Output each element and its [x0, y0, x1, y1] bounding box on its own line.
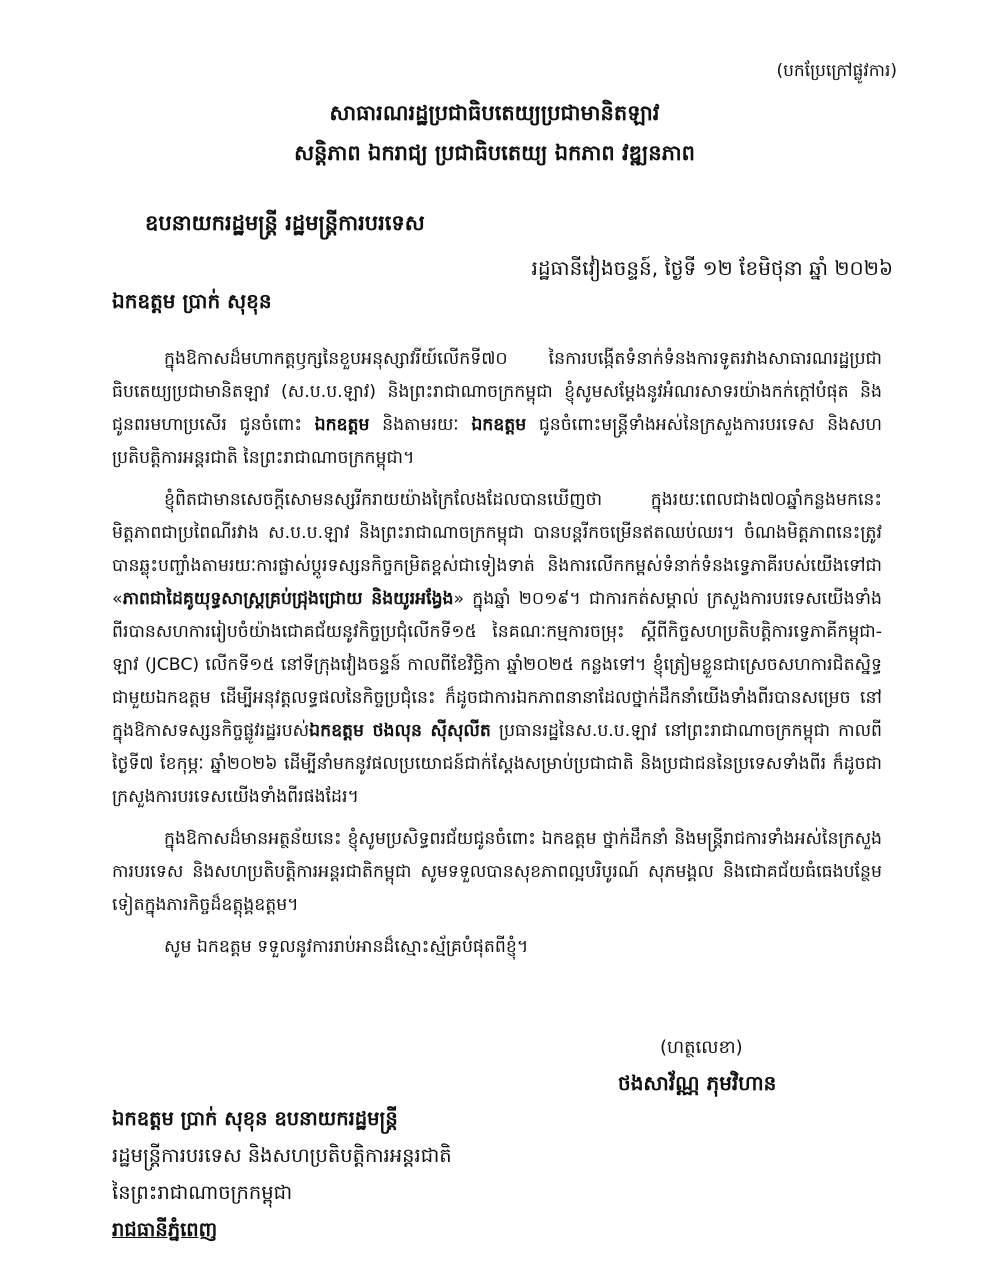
paragraph-4: សូម ឯកឧត្តម ទទួលនូវការរាប់អានដ៏ស្មោះស្ម័គ្របំផុតពីខ្ញុំ។	[164, 937, 529, 957]
p1-text-c: និងតាមរយៈ	[369, 415, 472, 435]
p2-bold-president-name: ឯកឧត្តម ថងលុន ស៊ីសុលីត	[309, 721, 491, 741]
place-and-date: រដ្ឋធានីវៀងចន្ទន៍, ថ្ងៃទី ១២ ខែមិថុនា ឆ្នាំ ២០២៦	[531, 256, 893, 280]
p1-text-e: ជូនចំពោះមន្ត្រីទាំងអស់នៃក្រសួងការបរទេស និងសហប្រតិបត្តិការអន្តរជាតិ នៃព្រះរាជាណាចក្រកម្ពុជា។	[112, 415, 883, 468]
recipient-address-block	[112, 1100, 452, 1248]
signatory-name: ថងសាវ័ណ្ណ ភុមវិហាន	[618, 1071, 777, 1095]
country-name-heading: សាធារណរដ្ឋប្រជាធិបតេយ្យប្រជាមានិតឡាវ	[329, 101, 660, 125]
recipient-country: នៃព្រះរាជាណាចក្រកម្ពុជា	[112, 1181, 293, 1204]
recipient-city: រាជធានីភ្នំពេញ	[112, 1218, 218, 1241]
paragraph-2	[112, 484, 882, 814]
p2-text-c: » ក្នុងឆ្នាំ ២០១៩។ ជាការកត់សម្គាល់ ក្រសួងការបរទេសយើងទាំងពីរបានសហការរៀបចំយ៉ាងជោគជ័យនូវកិច្ចប្រជុំលើកទី១៥ នៃគណៈកម្មការចម្រុះ ស្តីពីកិច្ចសហប្រតិបត្តិការទ្វេភាគីកម្ពុជា-ឡាវ (JCBC) លើកទី១៥ នៅទីក្រុងវៀងចន្ទន៍ កាលពីខែវិច្ឆិកា ឆ្នាំ២០២៥ កន្លងទៅ។ ខ្ញុំត្រៀមខ្លួនជាស្រេចសហការជិតស្និទ្ធជាមួយឯកឧត្តម ដើម្បីអនុវត្តលទ្ធផលនៃកិច្ចប្រជុំនេះ ក៏ដូចជាការឯកភាពនានាដែលថ្នាក់ដឹកនាំយើងទាំងពីរបានសម្រេច នៅក្នុងឱកាសទស្សនកិច្ចផ្លូវរដ្ឋរបស់	[112, 589, 882, 741]
p1-bold-excellency-1: ឯកឧត្តម	[314, 415, 370, 435]
sender-title: ឧបនាយករដ្ឋមន្ត្រី រដ្ឋមន្ត្រីការបរទេស	[145, 211, 425, 235]
p2-bold-partnership: ភាពជាដៃគូយុទ្ធសាស្ត្រគ្រប់ជ្រុងជ្រោយ និងយូរអង្វែង	[122, 589, 454, 609]
national-motto: សន្តិភាព ឯករាជ្យ ប្រជាធិបតេយ្យ ឯកភាព វឌ្ឍនភាព	[294, 141, 695, 165]
unofficial-translation-label: (បកប្រែក្រៅផ្លូវការ)	[776, 61, 897, 81]
p2-text-e: ប្រធានរដ្ឋនៃស.ប.ប.ឡាវ នៅព្រះរាជាណាចក្រកម្ពុជា កាលពីថ្ងៃទី៧ ខែកុម្ភៈ ឆ្នាំ២០២៦ ដើម្បីនាំមកនូវផលប្រយោជន៍ជាក់ស្តែងសម្រាប់ប្រជាជាតិ និងប្រជាជននៃប្រទេសទាំងពីរ ក៏ដូចជាក្រសួងការបរទេសយើងទាំងពីរផងដែរ។	[112, 721, 882, 807]
paragraph-1	[112, 343, 882, 475]
letter-body	[112, 343, 882, 973]
p1-bold-excellency-2: ឯកឧត្តម	[471, 415, 527, 435]
recipient-ministry: រដ្ឋមន្ត្រីការបរទេស និងសហប្រតិបត្តិការអន្តរជាតិ	[112, 1144, 452, 1167]
p2-text-a: ខ្ញុំពិតជាមានសេចក្តីសោមនស្សរីករាយយ៉ាងក្រៃលែងដែលបានឃើញថា ក្នុងរយៈពេលជាង៧០ឆ្នាំកន្លងមកនេះ មិត្តភាពជាប្រពៃណីរវាង ស.ប.ប.ឡាវ និងព្រះរាជាណាចក្រកម្ពុជា បានបន្តរីកចម្រើនឥតឈប់ឈរ។ ចំណងមិត្តភាពនេះត្រូវបានឆ្លុះបញ្ចាំងតាមរយៈការផ្លាស់ប្តូរទស្សនកិច្ចកម្រិតខ្ពស់ជាទៀងទាត់ និងការលើកកម្ពស់ទំនាក់ទំនងទ្វេភាគីរបស់យើងទៅជា «	[112, 490, 882, 609]
signature-note: (ហត្ថលេខា)	[660, 1037, 743, 1058]
paragraph-3: ក្នុងឱកាសដ៏មានអត្ថន័យនេះ ខ្ញុំសូមប្រសិទ្ធពរជ័យជូនចំពោះ ឯកឧត្តម ថ្នាក់ដឹកនាំ និងមន្ត្រីរាជការទាំងអស់នៃក្រសួងការបរទេស និងសហប្រតិបត្តិការអន្តរជាតិកម្ពុជា សូមទទួលបានសុខភាពល្អបរិបូរណ៍ សុភមង្គល និងជោគជ័យធំធេងបន្ថែមទៀតក្នុងភារកិច្ចដ៏ឧត្តុង្គឧត្តម។	[112, 829, 882, 915]
p1-text-a: ក្នុងឱកាសដ៏មហាកត្តឫក្សនៃខួបអនុស្សាវរីយ៍លើកទី៧០ នៃការបង្កើតទំនាក់ទំនងការទូតរវាងសាធារណរដ្ឋប្រជាធិបតេយ្យប្រជាមានិតឡាវ (ស.ប.ប.ឡាវ) និងព្រះរាជាណាចក្រកម្ពុជា ខ្ញុំសូមសម្តែងនូវអំណរសាទរយ៉ាងកក់ក្តៅបំផុត និងជូនពរមហាប្រសើរ ជូនចំពោះ	[112, 349, 882, 435]
salutation: ឯកឧត្តម ប្រាក់ សុខុន	[112, 289, 272, 313]
recipient-name: ឯកឧត្តម ប្រាក់ សុខុន ឧបនាយករដ្ឋមន្ត្រី	[112, 1107, 398, 1130]
